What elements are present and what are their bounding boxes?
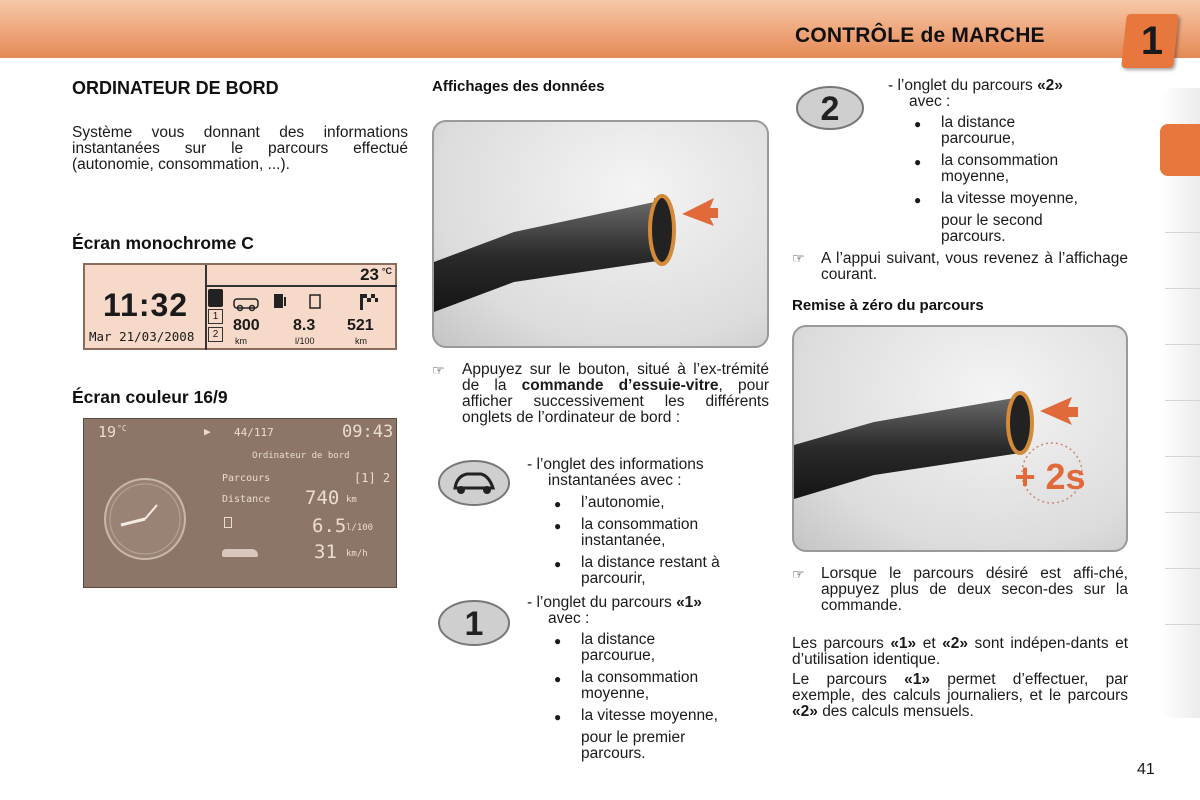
mono-value-3: 521 [347,317,374,334]
mono-date: Mar 21/03/2008 [89,329,195,344]
color-row-label-1: Parcours [222,473,271,484]
hand-pointer-icon: ☞ [792,566,805,582]
list-item-continued: pour le second parcours. [941,212,1043,245]
tab2-title: - l’onglet du parcours «2» [888,77,1063,94]
color-temp: 19 [98,423,117,441]
car-icon [234,299,258,311]
car-tab-icon [208,289,223,307]
tab0-subtitle: instantanées avec : [548,472,682,489]
color-heading: Écran couleur 16/9 [72,387,228,407]
color-row-value-4: 31 [314,541,337,563]
wiper-stalk-drawing [434,122,769,348]
side-divider [1165,344,1200,345]
hand-pointer-icon: ☞ [792,250,805,266]
intro-text: Système vous donnant des informations instantanées sur le parcours effectué (autonomie, consommation, ...). [72,124,408,173]
tab1-subtitle: avec : [548,610,590,627]
mono-value-2: 8.3 [293,317,316,334]
trip-tab-1: 1 [208,309,223,324]
side-divider [1165,400,1200,401]
side-divider [1165,288,1200,289]
color-row-unit-3: l/100 [346,523,374,533]
fuel-pump-icon [274,294,286,308]
list-item: ● l’autonomie, [581,495,665,511]
tab2-subtitle: avec : [909,93,951,110]
page-number: 41 [1137,761,1155,778]
mono-temp: 23 [360,265,379,284]
trips-usage-text: Le parcours «1» permet d’effectuer, par exemple, des calculs journaliers, et le parcours «2» des calculs mensuels. [792,671,1129,720]
return-note: A l’appui suivant, vous revenez à l’affichage courant. [821,250,1128,283]
color-row-value-1: [1] 2 [354,471,391,485]
reset-heading: Remise à zéro du parcours [792,297,984,314]
trips-independent-text: Les parcours «1» et «2» sont indépen-dants et d’utilisation identique. [792,635,1129,668]
list-item: ● la distance parcourue, [941,115,1051,147]
list-item: ● la distance restant à parcourir, [581,555,761,587]
hold-duration-label: + 2s [1014,456,1086,497]
color-row-label-2: Distance [222,494,271,505]
side-divider [1165,512,1200,513]
mono-unit-3: km [355,336,367,346]
monochrome-screen [83,263,397,350]
instruction-text: Appuyez sur le bouton, situé à l’ex-trémité de la commande d’essuie-vitre, pour afficher successivement les différents onglets de l’ordinateur de bord : [462,361,769,426]
mono-icons [230,291,390,313]
mono-unit-2: l/100 [295,336,315,346]
tab0-title: - l’onglet des informations [527,456,704,473]
active-chapter-marker[interactable] [1160,124,1200,176]
car-icon [437,458,511,508]
list-item: ● la vitesse moyenne, [581,708,718,724]
side-divider [1165,456,1200,457]
side-divider [1165,568,1200,569]
play-icon: ▶ [204,425,211,438]
fuel-icon [224,517,232,528]
wiper-stalk-image [432,120,769,348]
page-section-title: CONTRÔLE de MARCHE [795,24,1045,47]
wiper-stalk-drawing [794,327,1128,552]
mono-unit-1: km [235,336,247,346]
mono-heading: Écran monochrome C [72,233,254,253]
tab1-title: - l’onglet du parcours «1» [527,594,702,611]
color-row-unit-4: km/h [346,549,368,559]
trip-tab-2: 2 [208,327,223,342]
color-screen [83,418,397,588]
list-item: ● la consommation moyenne, [941,153,1091,185]
section-heading: ORDINATEUR DE BORD [72,78,279,98]
trip-1-icon [437,598,511,648]
mono-time: 11:32 [103,287,189,323]
arrow-icon [1040,397,1078,425]
mono-temp-unit: °C [381,266,392,276]
wiper-stalk-reset-image [792,325,1128,552]
color-time: 09:43 [342,422,394,442]
svg-text:2: 2 [820,90,840,128]
display-heading: Affichages des données [432,78,605,95]
hand-pointer-icon: ☞ [432,362,445,378]
color-screen-title: Ordinateur de bord [252,451,350,461]
analog-clock-icon [101,475,189,563]
list-item: ● la consommation moyenne, [581,670,731,702]
fuel-can-icon [310,295,320,308]
list-item: ● la consommation instantanée, [581,517,731,549]
trip-2-icon [795,84,865,132]
color-row-value-3: 6.5 [312,515,347,537]
reset-note: Lorsque le parcours désiré est affi-ché, appuyez plus de deux secon-des sur la commande. [821,565,1128,614]
radio-preset: 44/117 [234,426,274,439]
color-row-value-2: 740 [305,487,340,509]
list-item: ● la vitesse moyenne, [941,191,1078,207]
chapter-number: 1 [1140,19,1164,63]
svg-text:1: 1 [464,605,484,643]
mono-value-1: 800 [233,317,260,334]
car-icon [222,549,258,557]
side-divider [1165,624,1200,625]
color-row-unit-2: km [346,495,357,505]
list-item-continued: pour le premier parcours. [581,729,686,762]
finish-flag-icon [360,294,378,310]
arrow-icon [682,198,718,226]
color-temp-unit: °C [117,424,127,433]
list-item: ● la distance parcourue, [581,632,691,664]
side-divider [1165,232,1200,233]
